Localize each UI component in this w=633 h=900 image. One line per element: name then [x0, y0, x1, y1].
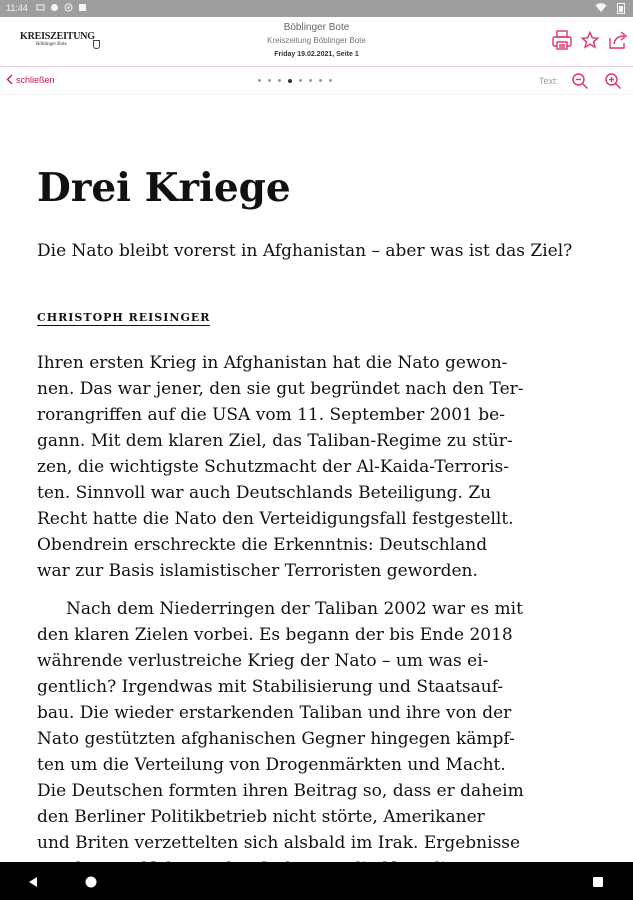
article-text-line: ten um die Verteilung von Drogenmärkten und Macht. — [37, 755, 506, 775]
logo-subtitle: Böblinger Bote — [36, 42, 67, 47]
article-paragraph — [37, 350, 597, 584]
print-icon[interactable] — [551, 28, 573, 52]
nav-back-icon[interactable] — [26, 874, 40, 888]
article-text-line: bau. Die wieder erstarkenden Taliban und ihre von der — [37, 703, 512, 723]
article-text-line: und Briten verzettelten sich alsbald im Irak. Ergebnisse — [37, 833, 521, 853]
status-time: 11:44 — [6, 3, 28, 13]
close-label: schließen — [16, 74, 55, 85]
article-text-line: Ihren ersten Krieg in Afghanistan hat die Nato gewon- — [37, 353, 508, 373]
page-dot-active[interactable] — [288, 79, 292, 83]
article-text-line: Die Deutschen formten ihren Beitrag so, dass er daheim — [37, 781, 524, 801]
article-text-line: währende verlustreiche Krieg der Nato – um was ei- — [37, 651, 489, 671]
zoom-out-icon[interactable] — [571, 72, 589, 90]
publication-info — [0, 21, 633, 61]
reader-toolbar — [0, 67, 633, 95]
notification-icon — [36, 3, 45, 12]
app-header — [0, 17, 633, 66]
article-text-line: ten. Sinnvoll war auch Deutschlands Beteiligung. Zu — [37, 483, 492, 503]
article-text-line: zen, die wichtigste Schutzmacht der Al-Kaida-Terroris- — [37, 457, 509, 477]
page-dot[interactable] — [309, 79, 312, 82]
nav-recents-icon[interactable] — [591, 874, 605, 888]
article-text-line: rorangriffen auf die USA vom 11. September 2001 be- — [37, 405, 505, 425]
page-dot[interactable] — [319, 79, 322, 82]
star-icon[interactable] — [579, 28, 601, 52]
wifi-icon — [595, 2, 607, 15]
page-dot[interactable] — [258, 79, 261, 82]
battery-icon — [617, 3, 625, 14]
close-button[interactable] — [6, 74, 55, 85]
nav-home-icon[interactable] — [84, 874, 98, 888]
text-size-label: Text: — [539, 76, 559, 86]
article-text-line: Nach dem Niederringen der Taliban 2002 war es mit — [66, 599, 523, 619]
article-text-line: Nato gestützten afghanischen Gegner hingegen kämpf- — [37, 729, 515, 749]
article-text-line: den Berliner Politikbetrieb nicht störte, Amerikaner — [37, 807, 485, 827]
article-text-line: nen. Das war jener, den sie gut begründet nach den Ter- — [37, 379, 524, 399]
share-icon[interactable] — [607, 28, 629, 52]
article-text-line: Obendrein erschreckte die Erkenntnis: Deutschland — [37, 535, 488, 555]
zoom-in-icon[interactable] — [604, 72, 622, 90]
notification-icon — [50, 3, 59, 12]
article-headline: Drei Kriege — [37, 165, 291, 211]
publication-name: Böblinger Bote — [283, 22, 350, 33]
article-paragraph — [37, 596, 597, 882]
page-dot[interactable] — [268, 79, 271, 82]
status-notification-icons — [36, 3, 87, 12]
status-bar — [0, 0, 633, 17]
article-text-line: gann. Mit dem klaren Ziel, das Taliban-Regime zu stür- — [37, 431, 513, 451]
article-text-line: den klaren Zielen vorbei. Es begann der bis Ende 2018 — [37, 625, 513, 645]
page-dot[interactable] — [278, 79, 281, 82]
edition-name: Kreiszeitung Böblinger Bote — [267, 36, 366, 45]
header-actions — [551, 28, 629, 52]
notification-icon — [78, 3, 87, 12]
logo-title: KREISZEITUNG — [20, 31, 95, 42]
article-text-line: war zur Basis islamistischer Terroristen geworden. — [37, 561, 478, 581]
page-dot[interactable] — [299, 79, 302, 82]
article-text-line: Recht hatte die Nato den Verteidigungsfall festgestellt. — [37, 509, 514, 529]
page-dot[interactable] — [329, 79, 332, 82]
issue-date: Friday 19.02.2021, Seite 1 — [274, 51, 359, 58]
chevron-left-icon — [6, 74, 13, 85]
article-text-line: gentlich? Irgendwas mit Stabilisierung und Staatsauf- — [37, 677, 504, 697]
article-author: CHRISTOPH REISINGER — [37, 311, 211, 324]
page-indicator[interactable] — [258, 79, 332, 83]
system-nav-bar — [0, 862, 633, 900]
article-subheadline: Die Nato bleibt vorerst in Afghanistan – aber was ist das Ziel? — [37, 241, 573, 261]
notification-icon — [64, 3, 73, 12]
